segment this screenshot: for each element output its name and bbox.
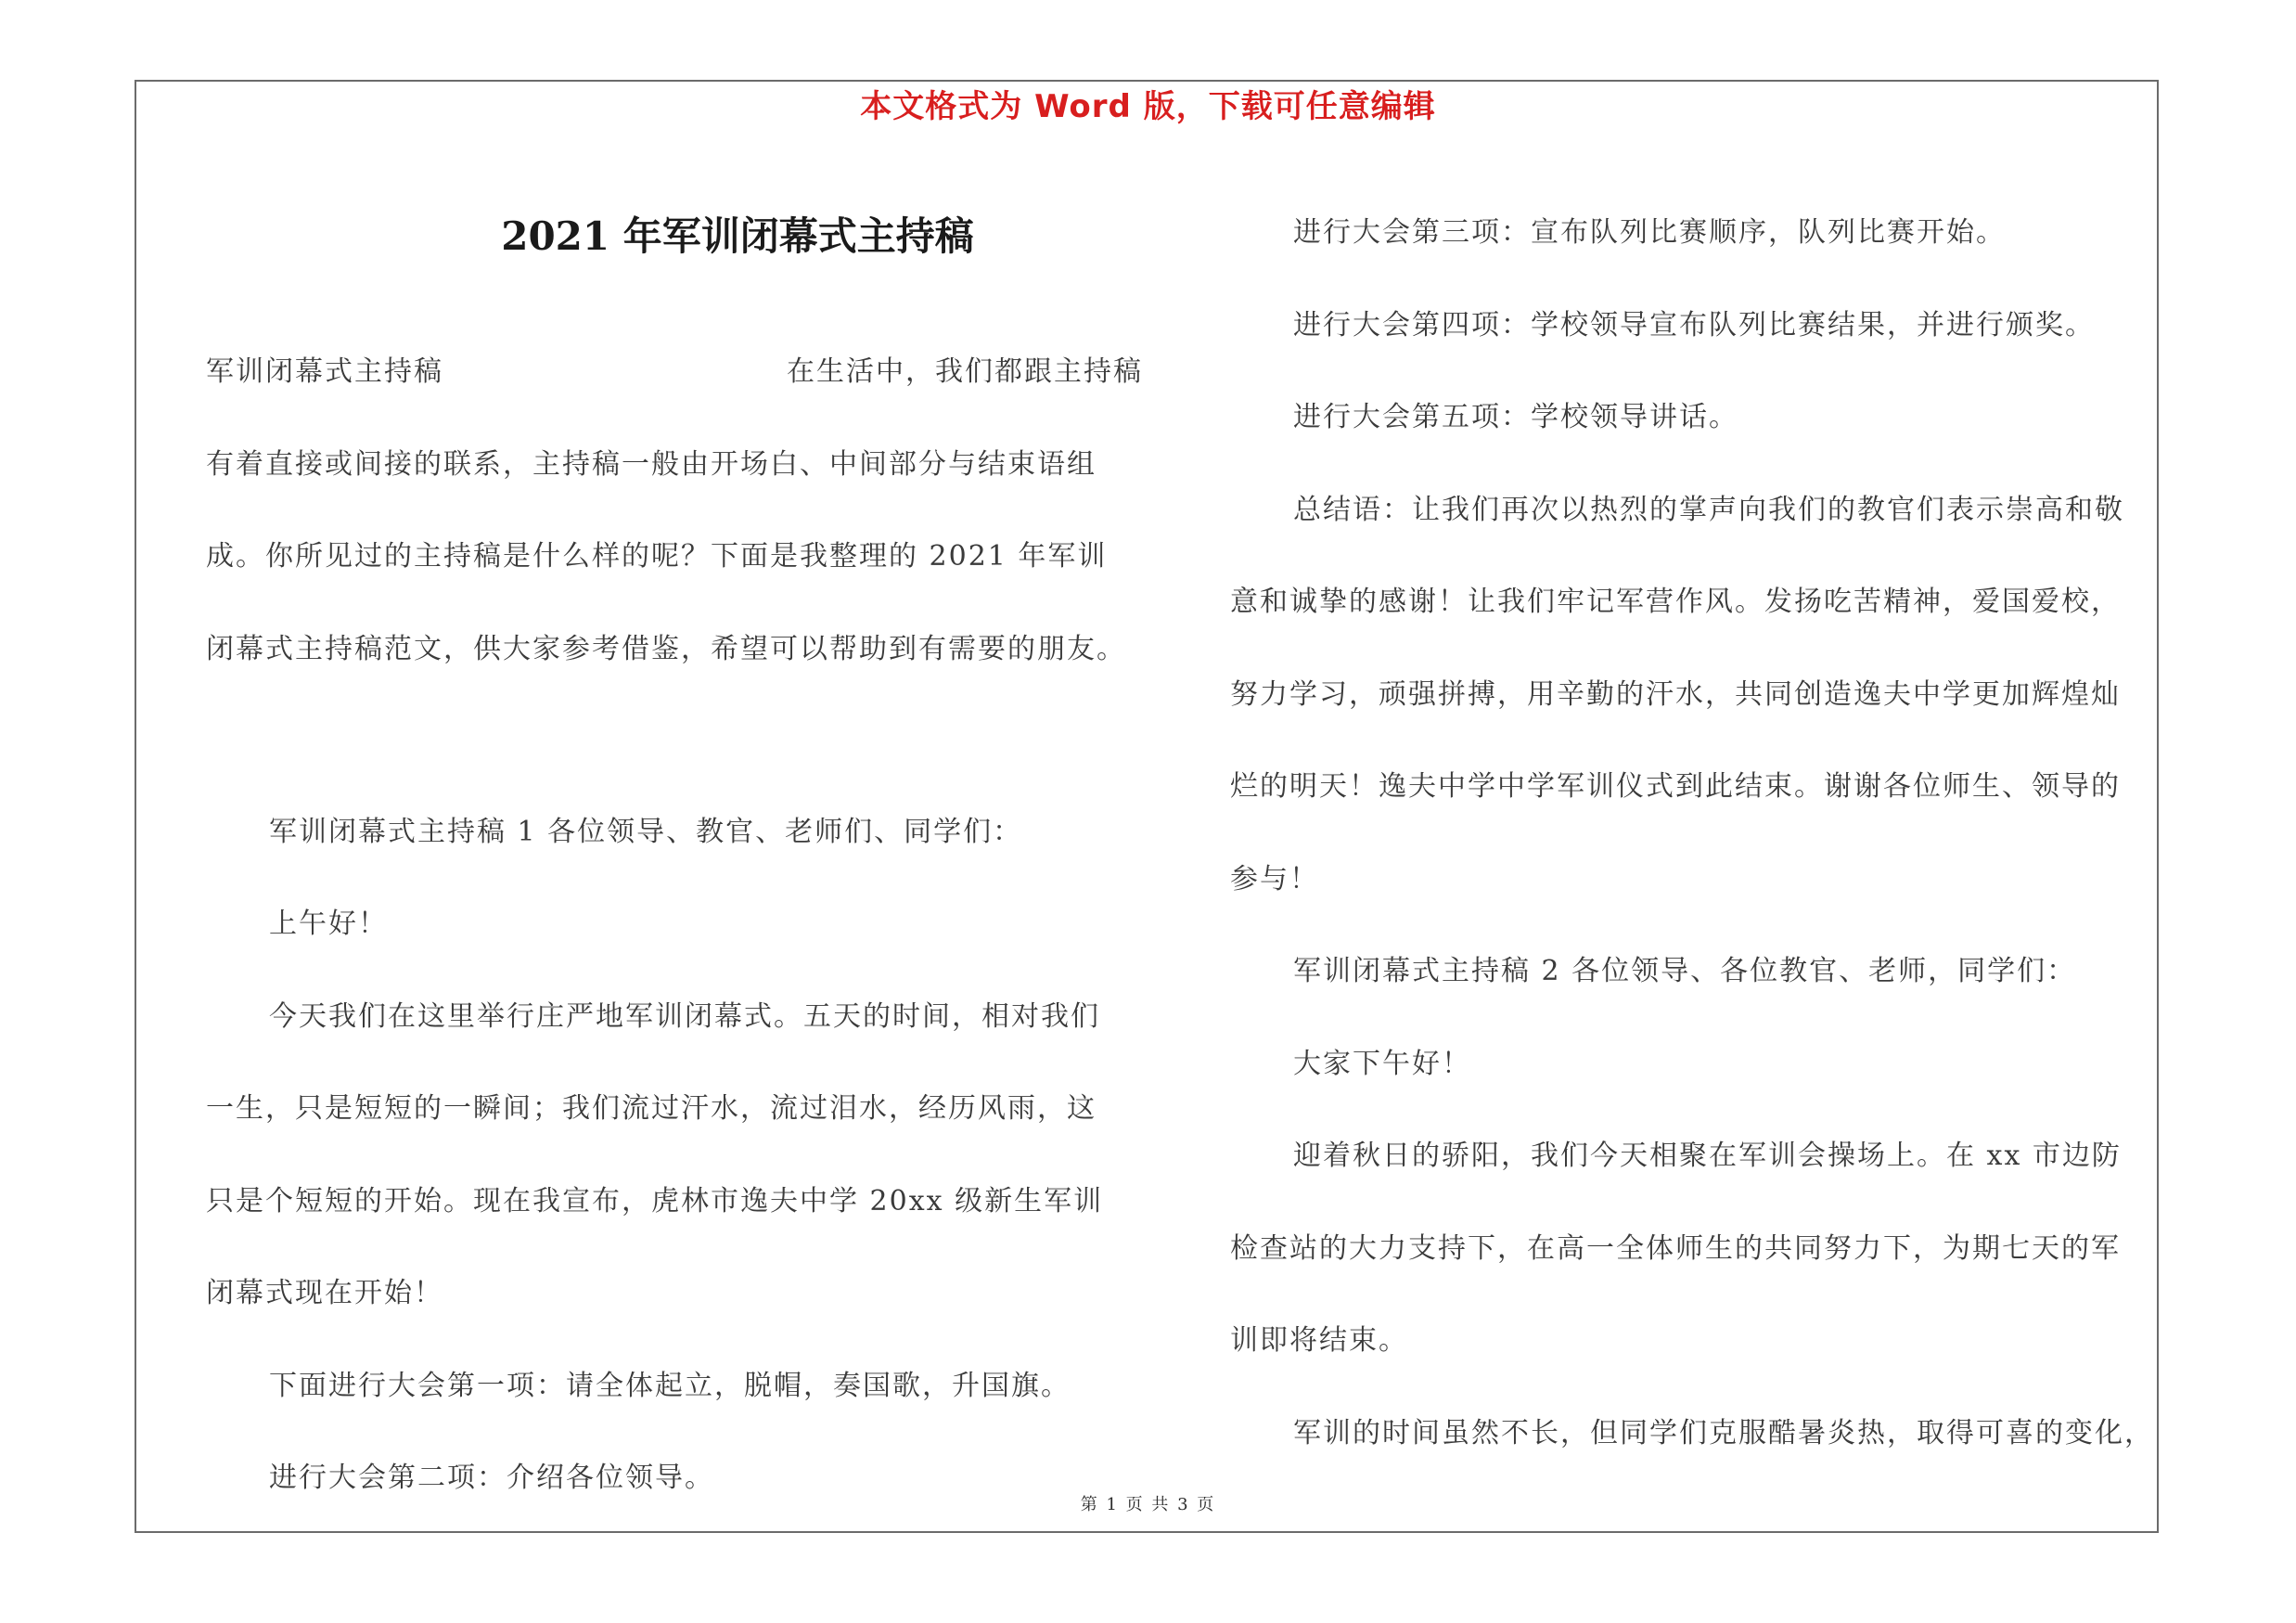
word-format-banner: 本文格式为 Word 版，下载可任意编辑 — [860, 88, 1436, 125]
paragraph: 上午好！ — [269, 908, 388, 940]
paragraph: 下面进行大会第一项：请全体起立，脱帽，奏国歌，升国旗。 — [269, 1369, 1071, 1402]
section-1-greeting: 军训闭幕式主持稿 1 各位领导、教官、老师们、同学们： — [269, 815, 1023, 848]
section-2-greeting: 军训闭幕式主持稿 2 各位领导、各位教官、老师，同学们： — [1293, 955, 2077, 987]
paragraph: 军训的时间虽然不长，但同学们克服酷暑炎热，取得可喜的变化， — [1293, 1416, 2154, 1449]
paragraph-line: 参与！ — [1230, 862, 1319, 895]
paragraph-line: 烂的明天！逸夫中学中学军训仪式到此结束。谢谢各位师生、领导的 — [1230, 770, 2121, 803]
left-column — [206, 327, 1143, 1526]
intro-line: 有着直接或间接的联系，主持稿一般由开场白、中间部分与结束语组 — [206, 447, 1097, 481]
paragraph-line: 训即将结束。 — [1230, 1324, 1408, 1357]
intro-heading: 军训闭幕式主持稿 — [206, 355, 443, 388]
paragraph-line: 总结语：让我们再次以热烈的掌声向我们的教官们表示崇高和敬 — [1293, 493, 2124, 526]
paragraph-gap — [206, 696, 1143, 787]
paragraph-line: 一生，只是短短的一瞬间；我们流过汗水，流过泪水，经历风雨，这 — [206, 1092, 1097, 1125]
intro-line: 闭幕式主持稿范文，供大家参考借鉴，希望可以帮助到有需要的朋友。 — [206, 632, 1126, 665]
right-column — [1230, 187, 2169, 1480]
paragraph: 大家下午好！ — [1293, 1047, 1471, 1080]
paragraph: 进行大会第三项：宣布队列比赛顺序，队列比赛开始。 — [1293, 216, 2006, 249]
paragraph-line: 检查站的大力支持下，在高一全体师生的共同努力下，为期七天的军 — [1230, 1231, 2121, 1265]
paragraph-line: 今天我们在这里举行庄严地军训闭幕式。五天的时间，相对我们 — [269, 999, 1100, 1033]
paragraph-line: 努力学习，顽强拼搏，用辛勤的汗水，共同创造逸夫中学更加辉煌灿 — [1230, 677, 2121, 711]
paragraph-line: 只是个短短的开始。现在我宣布，虎林市逸夫中学 20xx 级新生军训 — [206, 1184, 1104, 1217]
paragraph-line: 闭幕式现在开始！ — [206, 1277, 443, 1309]
paragraph: 进行大会第五项：学校领导讲话。 — [1293, 401, 1738, 433]
page-number: 第 1 页 共 3 页 — [1080, 1495, 1216, 1514]
paragraph-line: 意和诚挚的感谢！让我们牢记军营作风。发扬吃苦精神，爱国爱校， — [1230, 586, 2121, 618]
paragraph: 进行大会第二项：介绍各位领导。 — [269, 1462, 714, 1494]
paragraph-line: 迎着秋日的骄阳，我们今天相聚在军训会操场上。在 xx 市边防 — [1293, 1140, 2122, 1172]
intro-first-line — [206, 327, 1143, 418]
paragraph: 进行大会第四项：学校领导宣布队列比赛结果，并进行颁奖。 — [1293, 308, 2095, 341]
document-title: 2021 年军训闭幕式主持稿 — [501, 213, 974, 259]
intro-line: 成。你所见过的主持稿是什么样的呢？下面是我整理的 2021 年军训 — [206, 540, 1108, 573]
intro-start: 在生活中，我们都跟主持稿 — [787, 355, 1143, 388]
